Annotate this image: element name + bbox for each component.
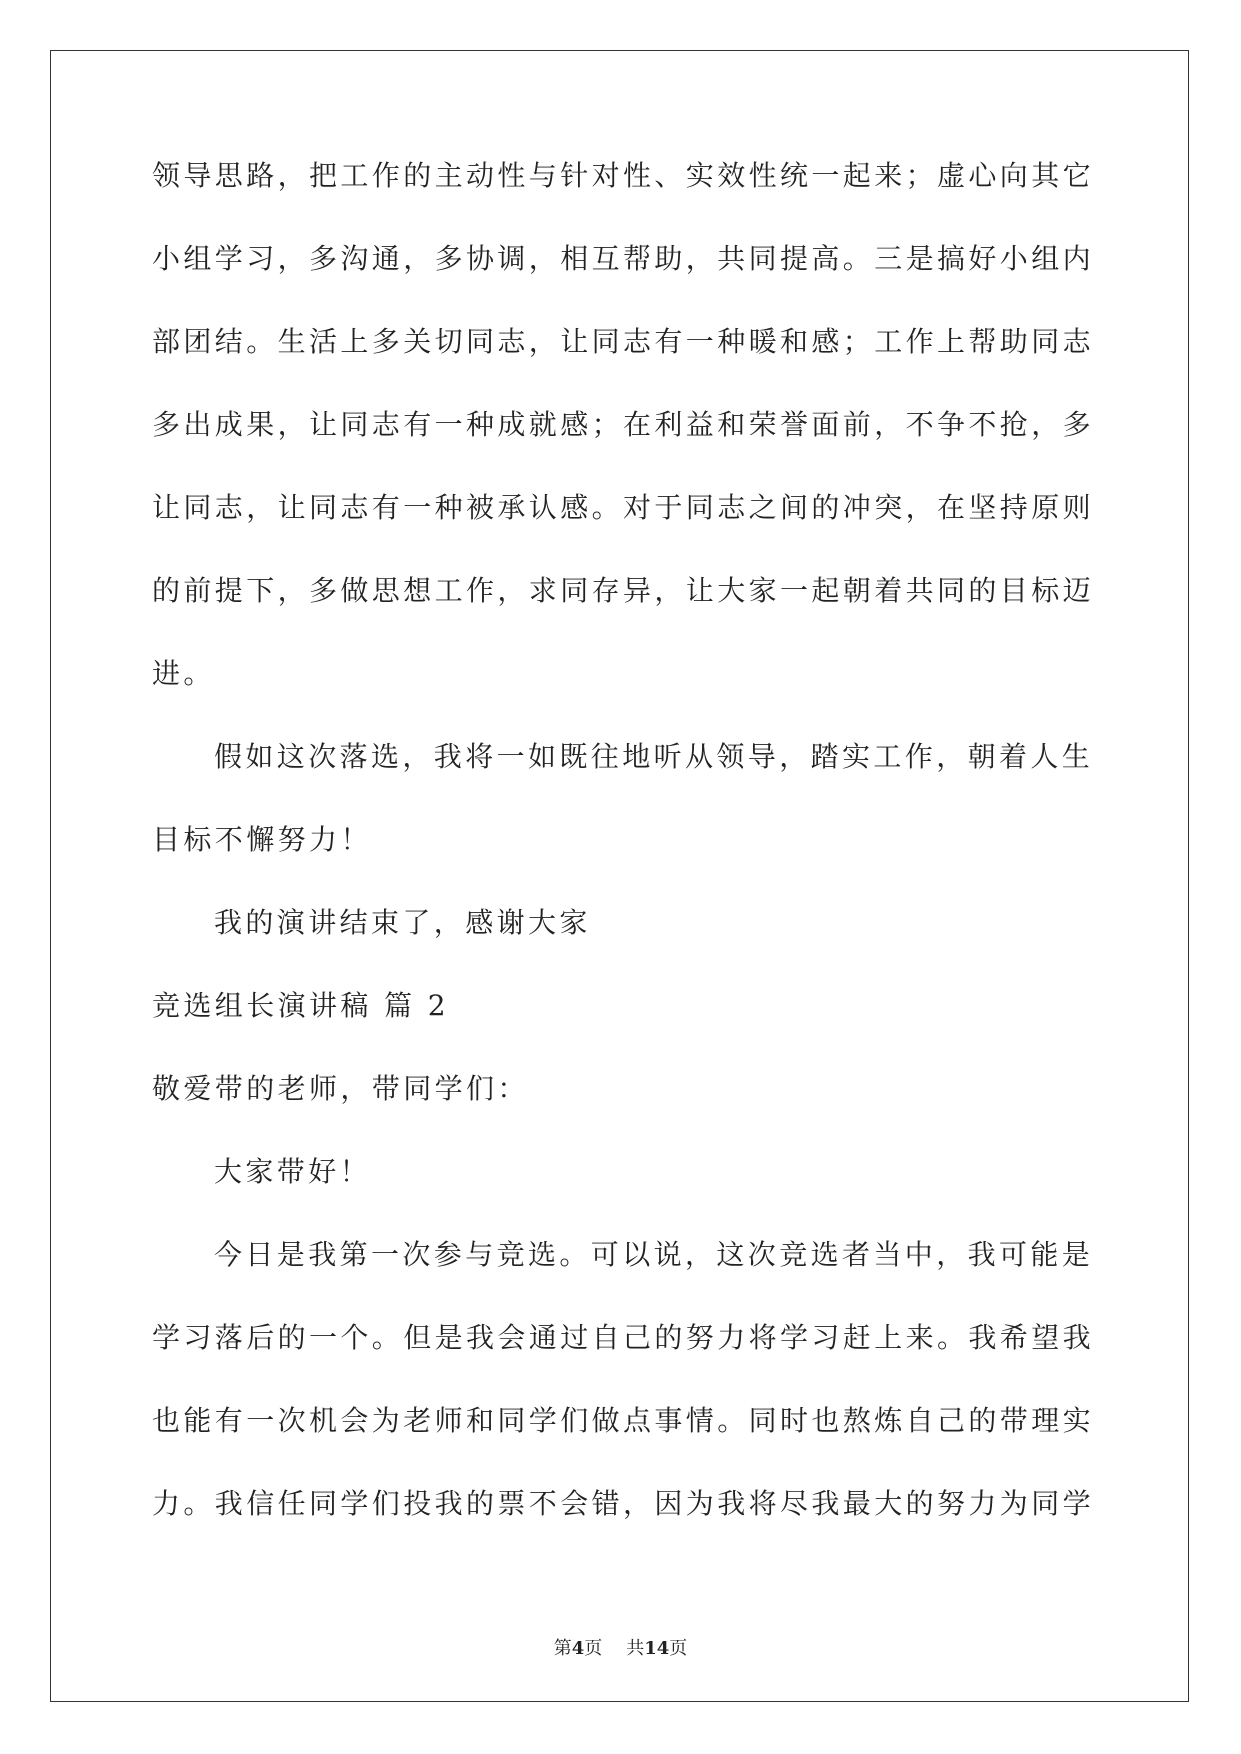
page-number: 4 xyxy=(571,1638,585,1659)
text-line: 假如这次落选，我将一如既往地听从领导，踏实工作，朝着人生 xyxy=(214,740,1094,773)
text-line: 进。 xyxy=(152,657,215,690)
text-line: 学习落后的一个。但是我会通过自己的努力将学习赶上来。我希望我 xyxy=(152,1321,1095,1354)
page-suffix: 页 xyxy=(584,1638,603,1659)
text-line: 力。我信任同学们投我的票不会错，因为我将尽我最大的努力为同学 xyxy=(152,1487,1095,1520)
text-line: 领导思路，把工作的主动性与针对性、实效性统一起来；虚心向其它 xyxy=(152,159,1095,192)
total-pages: 14 xyxy=(644,1638,670,1659)
total-suffix: 页 xyxy=(669,1638,688,1659)
text-line: 也能有一次机会为老师和同学们做点事情。同时也熬炼自己的带理实 xyxy=(152,1404,1095,1437)
text-line: 大家带好！ xyxy=(214,1155,372,1188)
text-line: 目标不懈努力！ xyxy=(152,823,372,856)
total-prefix: 共 xyxy=(626,1638,645,1659)
text-line: 的前提下，多做思想工作，求同存异，让大家一起朝着共同的目标迈 xyxy=(152,574,1095,607)
text-line: 多出成果，让同志有一种成就感；在利益和荣誉面前，不争不抢，多 xyxy=(152,408,1095,441)
text-line: 小组学习，多沟通，多协调，相互帮助，共同提高。三是搞好小组内 xyxy=(152,242,1095,275)
text-line: 今日是我第一次参与竞选。可以说，这次竞选者当中，我可能是 xyxy=(214,1238,1094,1271)
text-line: 让同志，让同志有一种被承认感。对于同志之间的冲突，在坚持原则 xyxy=(152,491,1095,524)
page-footer xyxy=(0,1634,1241,1660)
text-line: 部团结。生活上多关切同志，让同志有一种暖和感；工作上帮助同志 xyxy=(152,325,1095,358)
text-line: 我的演讲结束了，感谢大家 xyxy=(214,906,591,939)
page-prefix: 第 xyxy=(553,1638,572,1659)
section-heading: 竞选组长演讲稿 篇 2 xyxy=(152,989,450,1022)
salutation: 敬爱带的老师，带同学们： xyxy=(152,1072,529,1105)
document-body xyxy=(152,158,1095,1569)
